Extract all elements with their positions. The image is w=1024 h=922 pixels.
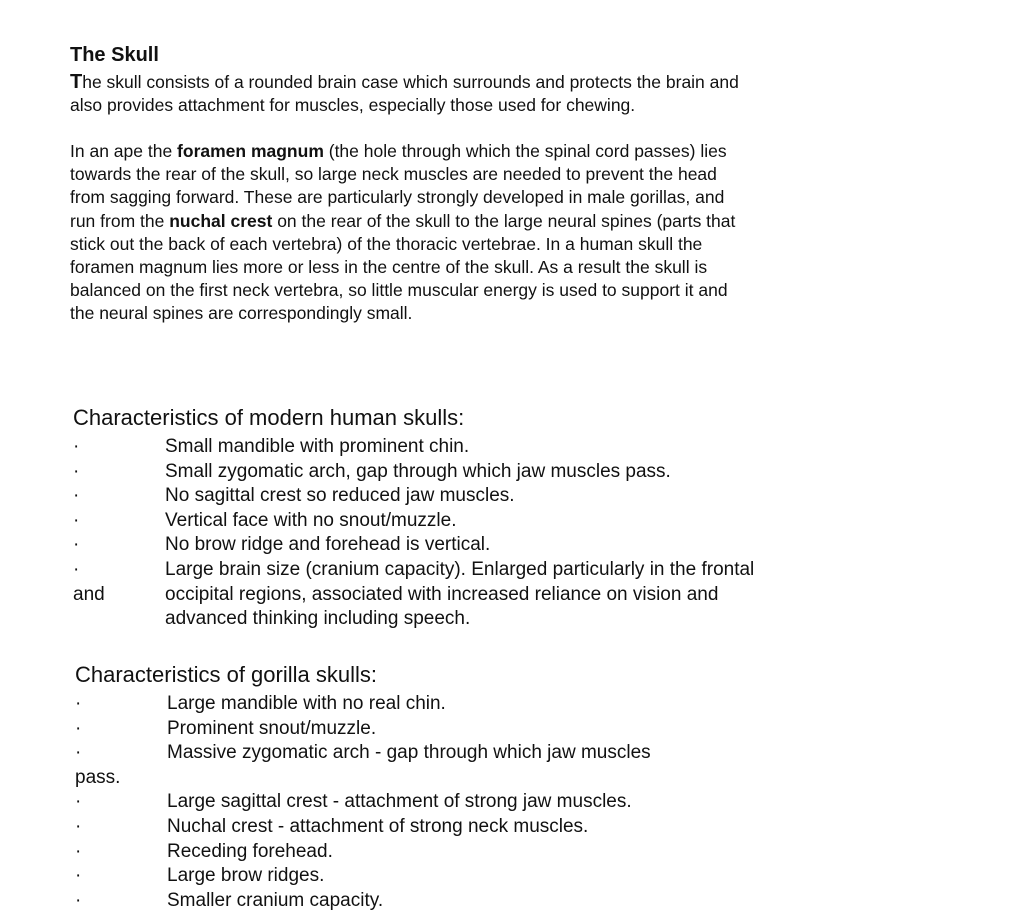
intro-line-1 [70, 71, 830, 94]
term-foramen-magnum: foramen magnum [177, 141, 324, 161]
list-item-text: No sagittal crest so reduced jaw muscles. [165, 485, 515, 507]
bullet-icon: · [75, 889, 82, 911]
bullet-icon: · [73, 460, 80, 482]
page-title: The Skull [70, 44, 159, 66]
ape-paragraph [70, 140, 830, 326]
ape-line-5: stick out the back of each vertebra) of the thoracic vertebrae. In a human skull the [70, 233, 703, 254]
list-item-text: Large mandible with no real chin. [167, 693, 446, 714]
list-item-text: occipital regions, associated with increased reliance on vision and [165, 583, 719, 605]
term-nuchal-crest: nuchal crest [169, 210, 273, 231]
list-item-text: Massive zygomatic arch - gap through which jaw muscles [167, 742, 651, 764]
list-item-text: Large sagittal crest - attachment of strong jaw muscles. [167, 791, 632, 813]
intro-drop-letter: T [70, 71, 83, 93]
ape-line-4 [70, 210, 830, 233]
ape-line-1 [70, 140, 830, 163]
bullet-icon: · [73, 436, 80, 457]
list-item-text: No brow ridge and forehead is vertical. [165, 534, 491, 556]
list-item-text: Large brain size (cranium capacity). Enlarged particularly in the frontal [165, 558, 755, 580]
bullet-icon: · [73, 509, 80, 531]
bullet-icon: · [73, 534, 80, 556]
ape-line-2: towards the rear of the skull, so large neck muscles are needed to prevent the head [70, 164, 717, 185]
ape-line-1-prefix: In an ape the [70, 141, 178, 161]
list-item-text: Receding forehead. [167, 840, 333, 862]
ape-line-6: foramen magnum lies more or less in the centre of the skull. As a result the skull is [70, 257, 708, 278]
ape-line-7: balanced on the first neck vertebra, so little muscular energy is used to support it and [70, 280, 728, 301]
bullet-icon: · [75, 840, 82, 862]
list-item-text: Vertical face with no snout/muzzle. [165, 509, 457, 531]
margin-word-and: and [73, 583, 105, 605]
list-item-text: Smaller cranium capacity. [167, 889, 384, 911]
ape-line-4-suffix: on the rear of the skull to the large neural spines (parts that [272, 210, 736, 231]
bullet-icon: · [73, 558, 80, 580]
list-item-text: Small mandible with prominent chin. [165, 436, 470, 457]
list-item-text: Small zygomatic arch, gap through which jaw muscles pass. [165, 460, 671, 482]
bullet-icon: · [75, 742, 82, 764]
bullet-icon: · [75, 693, 82, 714]
ape-line-4-prefix: run from the [70, 210, 170, 231]
bullet-icon: · [75, 791, 82, 813]
list-item-text: Prominent snout/muzzle. [167, 717, 377, 739]
wrap-word-pass: pass. [75, 766, 121, 788]
intro-line-2: also provides attachment for muscles, especially those used for chewing. [70, 95, 636, 116]
bullet-icon: · [75, 865, 82, 887]
list-item-text: Large brow ridges. [167, 865, 325, 887]
bullet-icon: · [75, 717, 82, 739]
ape-line-3: from sagging forward. These are particularly strongly developed in male gorillas, and [70, 187, 725, 208]
intro-paragraph [70, 71, 830, 117]
ape-line-8: the neural spines are correspondingly small. [70, 303, 413, 324]
human-section-heading: Characteristics of modern human skulls: [73, 405, 465, 430]
ape-line-1-suffix: (the hole through which the spinal cord passes) lies [323, 141, 727, 161]
bullet-icon: · [75, 815, 82, 837]
bullet-icon: · [73, 485, 80, 507]
gorilla-section-heading: Characteristics of gorilla skulls: [75, 662, 377, 687]
list-item-text: Nuchal crest - attachment of strong neck muscles. [167, 815, 589, 837]
list-item-text: advanced thinking including speech. [165, 608, 471, 630]
intro-line-1-text: he skull consists of a rounded brain case which surrounds and protects the brain and [82, 72, 739, 92]
